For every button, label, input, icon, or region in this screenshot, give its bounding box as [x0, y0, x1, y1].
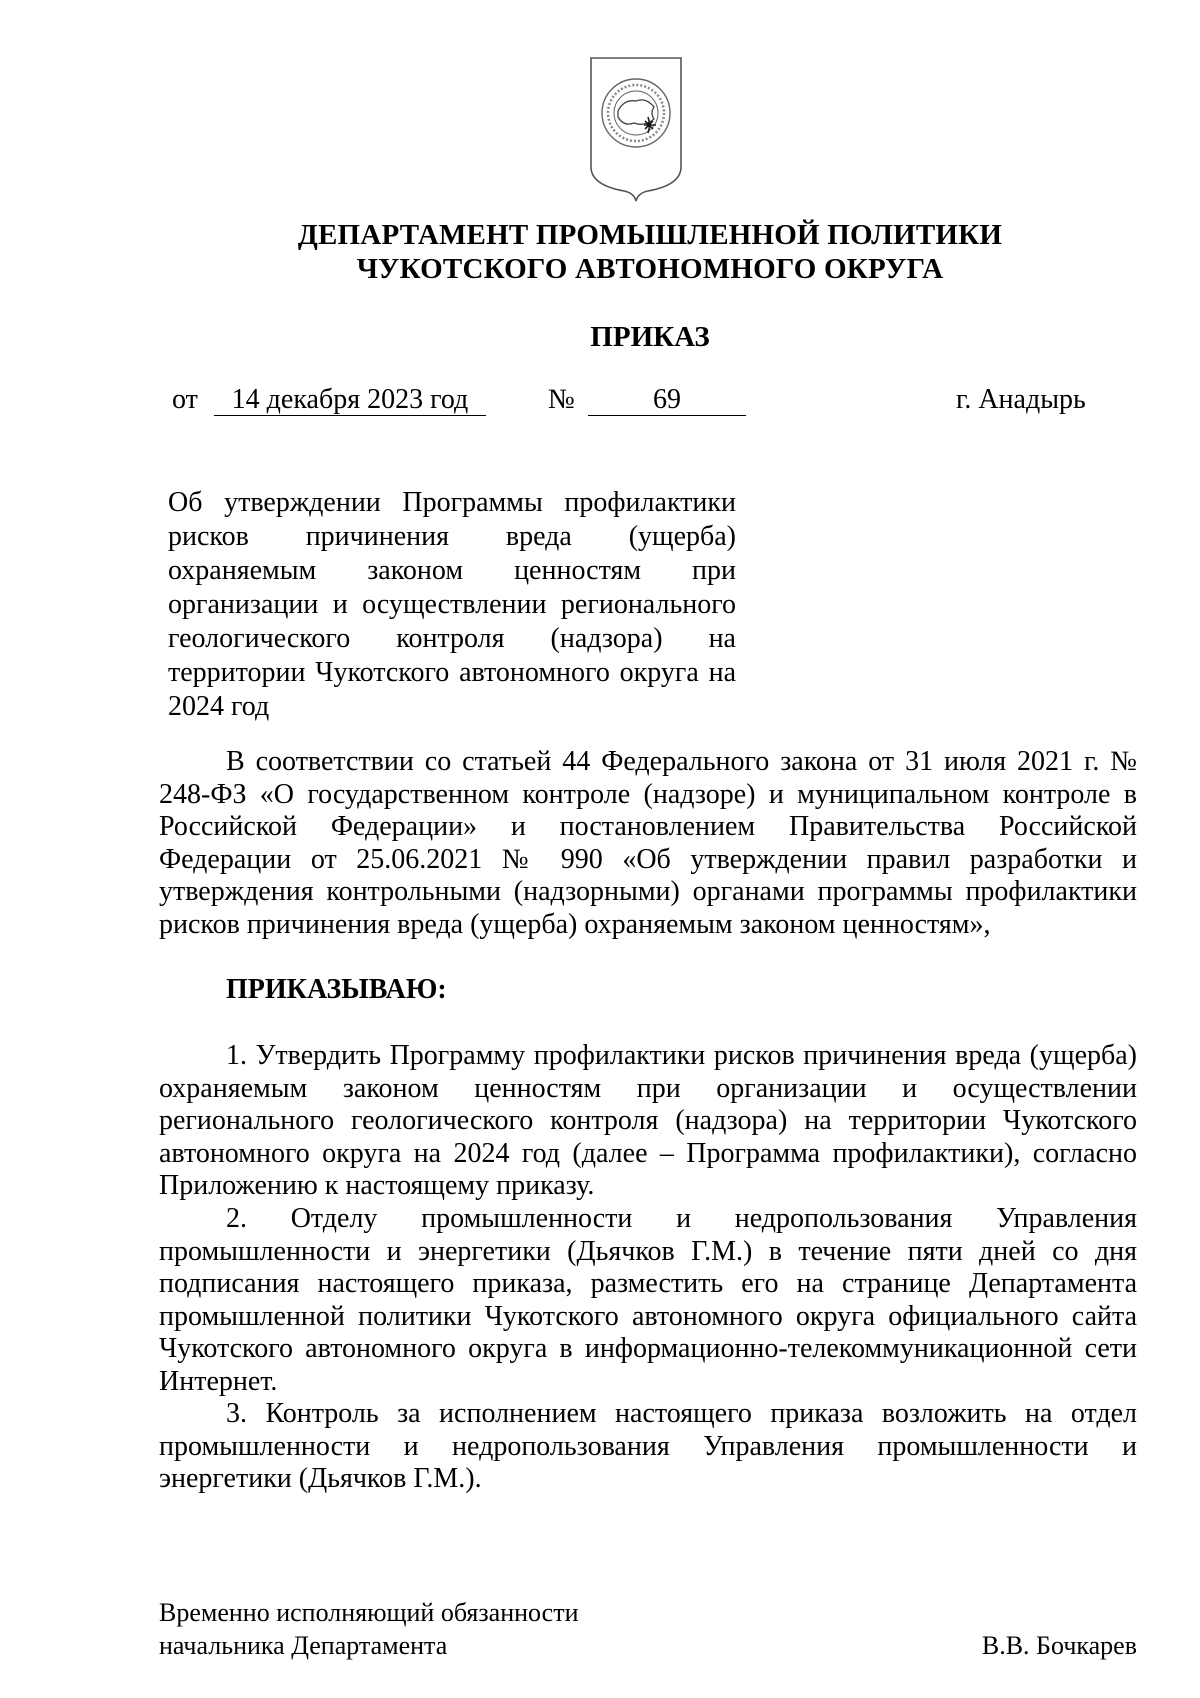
order-item-2: 2. Отделу промышленности и недропользования Управления промышленности и энергетики (Дьячков Г.М.) в течение пяти дней со дня подписания настоящего приказа, разместить его на странице Департамента промышленной политики Чукотского автономного округа официального сайта Чукотского автономного округа в информационно-телекоммуникационной сети Интернет.	[159, 1203, 1137, 1397]
order-subject: Об утверждении Программы профилактики рисков причинения вреда (ущерба) охраняемым законом ценностям при организации и осуществлении регионального геологического контроля (надзора) на территории Чукотского автономного округа на 2024 год	[168, 487, 736, 722]
organization-name-line2: ЧУКОТСКОГО АВТОНОМНОГО ОКРУГА	[356, 253, 944, 285]
order-item-3: 3. Контроль за исполнением настоящего приказа возложить на отдел промышленности и недропользования Управления промышленности и энергетики (Дьячков Г.М.).	[159, 1398, 1137, 1494]
signatory-name: В.В. Бочкарев	[981, 1631, 1137, 1660]
order-item-1: 1. Утвердить Программу профилактики рисков причинения вреда (ущерба) охраняемым законом ценностям при организации и осуществлении регионального геологического контроля (надзора) на территории Чукотского автономного округа на 2024 год (далее – Программа профилактики), согласно Приложению к настоящему приказу.	[159, 1040, 1137, 1201]
coat-of-arms-icon	[588, 55, 684, 203]
signatory-position-line2: начальника Департамента	[159, 1631, 448, 1660]
number-sign: №	[548, 384, 575, 415]
signatory-position-line1: Временно исполняющий обязанности	[159, 1598, 579, 1627]
order-date: 14 декабря 2023 год	[214, 385, 486, 416]
preamble: В соответствии со статьей 44 Федерального закона от 31 июля 2021 г. № 248-ФЗ «О государственном контроле (надзоре) и муниципальном контроле в Российской Федерации» и постановлением Правительства Российской Федерации от 25.06.2021 № 990 «Об утверждении правил разработки и утверждения контрольными (надзорными) органами программы профилактики рисков причинения вреда (ущерба) охраняемым законом ценностям»,	[159, 746, 1137, 940]
order-date-field	[214, 383, 486, 417]
date-prefix: от	[172, 384, 198, 415]
signatory-position	[159, 1596, 579, 1662]
document-type: ПРИКАЗ	[590, 321, 710, 353]
organization-name	[160, 218, 1140, 286]
order-number: 69	[588, 385, 746, 416]
city: г. Анадырь	[956, 384, 1086, 415]
order-number-field	[588, 383, 746, 417]
organization-name-line1: ДЕПАРТАМЕНТ ПРОМЫШЛЕННОЙ ПОЛИТИКИ	[297, 219, 1003, 251]
order-word: ПРИКАЗЫВАЮ:	[226, 974, 447, 1005]
